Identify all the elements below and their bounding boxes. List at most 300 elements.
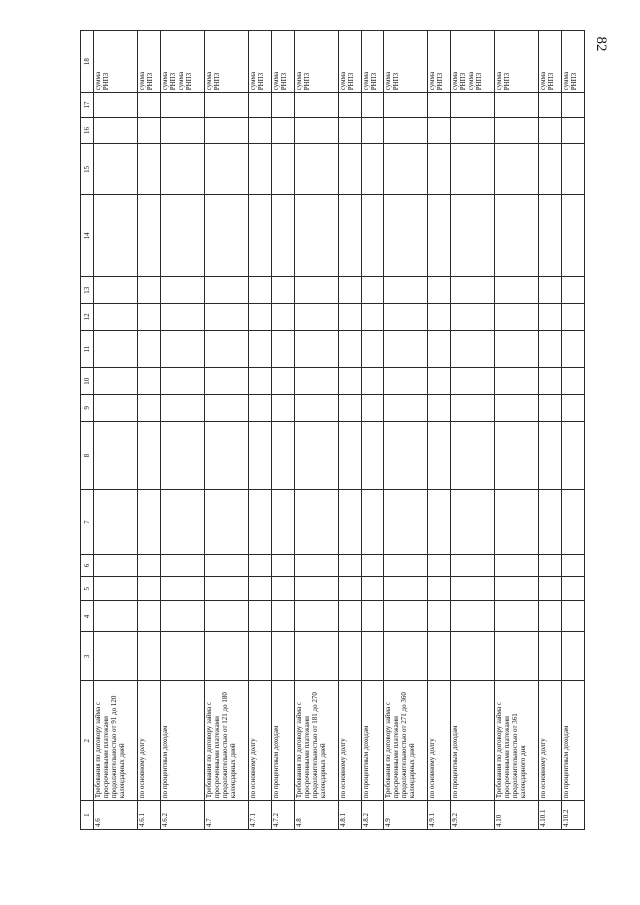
column-header-11: 11 xyxy=(81,330,94,368)
empty-cell xyxy=(138,554,161,576)
table-row xyxy=(539,31,562,830)
col18-cell xyxy=(271,31,294,93)
column-header-1: 1 xyxy=(81,801,94,830)
col18-cell xyxy=(205,31,249,93)
empty-cell xyxy=(384,330,428,368)
empty-cell xyxy=(451,144,495,195)
empty-cell xyxy=(562,601,585,632)
col18-entry: сумма xyxy=(205,71,214,91)
empty-cell xyxy=(249,117,272,144)
empty-cell xyxy=(539,368,562,395)
empty-cell xyxy=(361,632,384,681)
empty-cell xyxy=(562,395,585,422)
empty-cell xyxy=(160,395,204,422)
row-label: по процентным доходам xyxy=(271,681,294,801)
empty-cell xyxy=(539,277,562,304)
empty-cell xyxy=(562,632,585,681)
empty-cell xyxy=(205,577,249,601)
column-header-12: 12 xyxy=(81,304,94,331)
empty-cell xyxy=(495,577,539,601)
empty-cell xyxy=(451,577,495,601)
empty-cell xyxy=(495,277,539,304)
empty-cell xyxy=(249,93,272,117)
report-table xyxy=(80,30,585,830)
col18-cell xyxy=(428,31,451,93)
empty-cell xyxy=(562,554,585,576)
empty-cell xyxy=(94,601,138,632)
empty-cell xyxy=(539,490,562,554)
col18-entry: сумма xyxy=(361,71,370,91)
empty-cell xyxy=(160,195,204,277)
row-label: Требования по договору займа с просроченными платежами продолжительностью от 271 до 360 календарных дней xyxy=(384,681,428,801)
empty-cell xyxy=(562,421,585,490)
empty-cell xyxy=(294,490,338,554)
column-header-2: 2 xyxy=(81,681,94,801)
empty-cell xyxy=(138,490,161,554)
empty-cell xyxy=(271,632,294,681)
empty-cell xyxy=(271,117,294,144)
row-number: 4.6 xyxy=(94,801,138,830)
col18-entry: РНПЗ xyxy=(213,72,222,91)
empty-cell xyxy=(94,632,138,681)
empty-cell xyxy=(495,117,539,144)
empty-cell xyxy=(361,195,384,277)
col18-entry: сумма xyxy=(160,71,169,91)
row-number: 4.7 xyxy=(205,801,249,830)
empty-cell xyxy=(428,144,451,195)
empty-cell xyxy=(94,421,138,490)
empty-cell xyxy=(94,117,138,144)
empty-cell xyxy=(428,554,451,576)
row-label: по процентным доходам xyxy=(160,681,204,801)
empty-cell xyxy=(249,601,272,632)
empty-cell xyxy=(138,304,161,331)
col18-cell xyxy=(294,31,338,93)
col18-cell xyxy=(338,31,361,93)
empty-cell xyxy=(495,554,539,576)
empty-cell xyxy=(562,577,585,601)
empty-cell xyxy=(361,368,384,395)
col18-entry: РНПЗ xyxy=(475,72,484,91)
empty-cell xyxy=(539,195,562,277)
empty-cell xyxy=(338,632,361,681)
col18-entry: РНПЗ xyxy=(570,72,579,91)
col18-entry: сумма xyxy=(539,71,548,91)
empty-cell xyxy=(94,490,138,554)
col18-cell xyxy=(451,31,495,93)
empty-cell xyxy=(271,304,294,331)
empty-cell xyxy=(338,330,361,368)
empty-cell xyxy=(384,304,428,331)
table-row xyxy=(495,31,539,830)
row-label: по процентным доходам xyxy=(451,681,495,801)
col18-entry: сумма xyxy=(562,71,571,91)
empty-cell xyxy=(495,368,539,395)
col18-entry: РНПЗ xyxy=(102,72,110,91)
empty-cell xyxy=(160,330,204,368)
empty-cell xyxy=(249,304,272,331)
row-label: Требования по договору займа с просроченными платежами продолжительностью от 91 до 120 календарных дней xyxy=(94,681,138,801)
col18-entry: сумма xyxy=(428,71,437,91)
empty-cell xyxy=(94,368,138,395)
empty-cell xyxy=(294,330,338,368)
empty-cell xyxy=(249,330,272,368)
empty-cell xyxy=(294,304,338,331)
empty-cell xyxy=(495,490,539,554)
row-number: 4.8.2 xyxy=(361,801,384,830)
row-label: по основному долгу xyxy=(138,681,161,801)
empty-cell xyxy=(160,368,204,395)
empty-cell xyxy=(539,93,562,117)
empty-cell xyxy=(271,330,294,368)
empty-cell xyxy=(160,577,204,601)
column-header-3: 3 xyxy=(81,632,94,681)
row-label: Требования по договору займа с просроченными платежами продолжительностью от 121 до 180 календарных дней xyxy=(205,681,249,801)
empty-cell xyxy=(361,601,384,632)
col18-entry: сумма xyxy=(176,71,185,91)
empty-cell xyxy=(249,554,272,576)
empty-cell xyxy=(205,277,249,304)
row-label: по основному долгу xyxy=(249,681,272,801)
empty-cell xyxy=(294,577,338,601)
row-number: 4.10.2 xyxy=(562,801,585,830)
empty-cell xyxy=(361,421,384,490)
column-header-9: 9 xyxy=(81,395,94,422)
row-number: 4.9.1 xyxy=(428,801,451,830)
table-row xyxy=(271,31,294,830)
empty-cell xyxy=(361,304,384,331)
col18-entry: сумма xyxy=(495,71,504,91)
column-header-17: 17 xyxy=(81,93,94,117)
table-row xyxy=(562,31,585,830)
empty-cell xyxy=(338,601,361,632)
empty-cell xyxy=(138,577,161,601)
table-row xyxy=(205,31,249,830)
column-header-10: 10 xyxy=(81,368,94,395)
empty-cell xyxy=(138,601,161,632)
col18-cell xyxy=(539,31,562,93)
empty-cell xyxy=(361,577,384,601)
column-header-18: 18 xyxy=(81,31,94,93)
empty-cell xyxy=(451,421,495,490)
col18-cell xyxy=(138,31,161,93)
empty-cell xyxy=(160,421,204,490)
empty-cell xyxy=(94,144,138,195)
empty-cell xyxy=(205,93,249,117)
column-header-16: 16 xyxy=(81,117,94,144)
empty-cell xyxy=(338,577,361,601)
empty-cell xyxy=(249,421,272,490)
empty-cell xyxy=(160,490,204,554)
empty-cell xyxy=(160,601,204,632)
empty-cell xyxy=(138,195,161,277)
empty-cell xyxy=(384,144,428,195)
empty-cell xyxy=(94,554,138,576)
col18-entry: сумма xyxy=(138,71,147,91)
table-row xyxy=(160,31,204,830)
empty-cell xyxy=(539,330,562,368)
empty-cell xyxy=(94,277,138,304)
col18-entry: РНПЗ xyxy=(279,72,288,91)
column-header-6: 6 xyxy=(81,554,94,576)
empty-cell xyxy=(495,195,539,277)
row-number: 4.10 xyxy=(495,801,539,830)
empty-cell xyxy=(495,421,539,490)
empty-cell xyxy=(428,632,451,681)
empty-cell xyxy=(294,601,338,632)
empty-cell xyxy=(160,277,204,304)
empty-cell xyxy=(338,421,361,490)
empty-cell xyxy=(205,554,249,576)
empty-cell xyxy=(451,601,495,632)
empty-cell xyxy=(94,330,138,368)
col18-cell xyxy=(94,31,138,93)
empty-cell xyxy=(384,277,428,304)
empty-cell xyxy=(94,93,138,117)
empty-cell xyxy=(384,632,428,681)
empty-cell xyxy=(160,632,204,681)
empty-cell xyxy=(294,93,338,117)
table-row xyxy=(138,31,161,830)
empty-cell xyxy=(294,421,338,490)
col18-entry: РНПЗ xyxy=(547,72,556,91)
col18-entry: РНПЗ xyxy=(346,72,355,91)
empty-cell xyxy=(294,395,338,422)
empty-cell xyxy=(562,490,585,554)
empty-cell xyxy=(249,632,272,681)
empty-cell xyxy=(338,195,361,277)
row-label: по процентным доходам xyxy=(562,681,585,801)
empty-cell xyxy=(428,577,451,601)
empty-cell xyxy=(384,195,428,277)
empty-cell xyxy=(495,395,539,422)
col18-cell xyxy=(249,31,272,93)
empty-cell xyxy=(249,368,272,395)
empty-cell xyxy=(451,117,495,144)
row-number: 4.9 xyxy=(384,801,428,830)
empty-cell xyxy=(539,632,562,681)
empty-cell xyxy=(428,195,451,277)
empty-cell xyxy=(384,395,428,422)
col18-entry: сумма xyxy=(338,71,347,91)
col18-cell xyxy=(160,31,204,93)
column-header-5: 5 xyxy=(81,577,94,601)
empty-cell xyxy=(160,144,204,195)
empty-cell xyxy=(495,330,539,368)
empty-cell xyxy=(294,632,338,681)
table-row xyxy=(338,31,361,830)
empty-cell xyxy=(205,395,249,422)
col18-entry: РНПЗ xyxy=(459,72,468,91)
empty-cell xyxy=(205,490,249,554)
empty-cell xyxy=(205,330,249,368)
empty-cell xyxy=(138,144,161,195)
empty-cell xyxy=(428,304,451,331)
row-label: Требования по договору займа с просроченными платежами продолжительностью от 361 календарного дня xyxy=(495,681,539,801)
empty-cell xyxy=(249,144,272,195)
empty-cell xyxy=(451,368,495,395)
empty-cell xyxy=(338,144,361,195)
empty-cell xyxy=(428,93,451,117)
column-header-7: 7 xyxy=(81,490,94,554)
empty-cell xyxy=(249,195,272,277)
empty-cell xyxy=(428,395,451,422)
empty-cell xyxy=(338,395,361,422)
empty-cell xyxy=(451,395,495,422)
empty-cell xyxy=(495,632,539,681)
empty-cell xyxy=(249,490,272,554)
empty-cell xyxy=(294,144,338,195)
empty-cell xyxy=(338,93,361,117)
empty-cell xyxy=(539,601,562,632)
empty-cell xyxy=(205,632,249,681)
empty-cell xyxy=(539,395,562,422)
col18-entry: сумма xyxy=(467,71,476,91)
col18-entry: РНПЗ xyxy=(168,72,177,91)
empty-cell xyxy=(384,421,428,490)
empty-cell xyxy=(361,490,384,554)
empty-cell xyxy=(94,395,138,422)
empty-cell xyxy=(249,577,272,601)
empty-cell xyxy=(428,368,451,395)
empty-cell xyxy=(205,117,249,144)
empty-cell xyxy=(205,421,249,490)
empty-cell xyxy=(138,632,161,681)
empty-cell xyxy=(249,395,272,422)
empty-cell xyxy=(94,195,138,277)
col18-entry: РНПЗ xyxy=(369,72,378,91)
empty-cell xyxy=(562,304,585,331)
empty-cell xyxy=(271,395,294,422)
empty-cell xyxy=(271,195,294,277)
empty-cell xyxy=(160,117,204,144)
empty-cell xyxy=(428,117,451,144)
empty-cell xyxy=(138,117,161,144)
empty-cell xyxy=(205,195,249,277)
empty-cell xyxy=(451,195,495,277)
col18-entry: РНПЗ xyxy=(436,72,445,91)
empty-cell xyxy=(294,554,338,576)
empty-cell xyxy=(495,304,539,331)
empty-cell xyxy=(384,601,428,632)
empty-cell xyxy=(361,395,384,422)
empty-cell xyxy=(271,277,294,304)
empty-cell xyxy=(539,144,562,195)
empty-cell xyxy=(160,93,204,117)
empty-cell xyxy=(451,632,495,681)
empty-cell xyxy=(384,554,428,576)
row-label: по основному долгу xyxy=(539,681,562,801)
empty-cell xyxy=(294,117,338,144)
row-number: 4.7.1 xyxy=(249,801,272,830)
empty-cell xyxy=(384,490,428,554)
empty-cell xyxy=(205,144,249,195)
row-number: 4.7.2 xyxy=(271,801,294,830)
empty-cell xyxy=(451,330,495,368)
row-number: 4.6.1 xyxy=(138,801,161,830)
table-row xyxy=(361,31,384,830)
col18-entry: сумма xyxy=(271,71,280,91)
col18-entry: РНПЗ xyxy=(184,72,193,91)
empty-cell xyxy=(562,195,585,277)
empty-cell xyxy=(562,330,585,368)
empty-cell xyxy=(361,554,384,576)
empty-cell xyxy=(294,368,338,395)
empty-cell xyxy=(495,144,539,195)
empty-cell xyxy=(451,554,495,576)
empty-cell xyxy=(205,304,249,331)
empty-cell xyxy=(539,577,562,601)
empty-cell xyxy=(428,277,451,304)
empty-cell xyxy=(138,330,161,368)
empty-cell xyxy=(294,277,338,304)
empty-cell xyxy=(562,93,585,117)
empty-cell xyxy=(94,577,138,601)
row-number: 4.6.2 xyxy=(160,801,204,830)
empty-cell xyxy=(271,577,294,601)
empty-cell xyxy=(271,368,294,395)
row-label: по основному долгу xyxy=(338,681,361,801)
empty-cell xyxy=(361,330,384,368)
empty-cell xyxy=(338,554,361,576)
empty-cell xyxy=(384,93,428,117)
empty-cell xyxy=(562,368,585,395)
row-label: по процентным доходам xyxy=(361,681,384,801)
col18-cell xyxy=(495,31,539,93)
empty-cell xyxy=(205,601,249,632)
row-number: 4.8.1 xyxy=(338,801,361,830)
col18-entry: сумма xyxy=(94,71,102,91)
empty-cell xyxy=(205,368,249,395)
rotated-table-container xyxy=(80,30,585,830)
row-number: 4.8 xyxy=(294,801,338,830)
col18-entry: РНПЗ xyxy=(257,72,266,91)
empty-cell xyxy=(338,117,361,144)
col18-entry: сумма xyxy=(249,71,258,91)
empty-cell xyxy=(428,490,451,554)
table-row xyxy=(428,31,451,830)
empty-cell xyxy=(451,277,495,304)
col18-cell xyxy=(361,31,384,93)
column-header-13: 13 xyxy=(81,277,94,304)
col18-entry: РНПЗ xyxy=(503,72,512,91)
table-row xyxy=(94,31,138,830)
empty-cell xyxy=(160,304,204,331)
empty-cell xyxy=(539,554,562,576)
empty-cell xyxy=(138,368,161,395)
empty-cell xyxy=(138,93,161,117)
empty-cell xyxy=(539,304,562,331)
col18-cell xyxy=(562,31,585,93)
empty-cell xyxy=(271,144,294,195)
empty-cell xyxy=(495,93,539,117)
empty-cell xyxy=(384,577,428,601)
empty-cell xyxy=(562,144,585,195)
empty-cell xyxy=(271,421,294,490)
empty-cell xyxy=(338,304,361,331)
empty-cell xyxy=(271,93,294,117)
col18-entry: РНПЗ xyxy=(146,72,155,91)
empty-cell xyxy=(271,601,294,632)
empty-cell xyxy=(361,277,384,304)
empty-cell xyxy=(271,554,294,576)
empty-cell xyxy=(428,330,451,368)
row-number: 4.10.1 xyxy=(539,801,562,830)
empty-cell xyxy=(495,601,539,632)
empty-cell xyxy=(361,144,384,195)
column-header-15: 15 xyxy=(81,144,94,195)
table-row xyxy=(249,31,272,830)
